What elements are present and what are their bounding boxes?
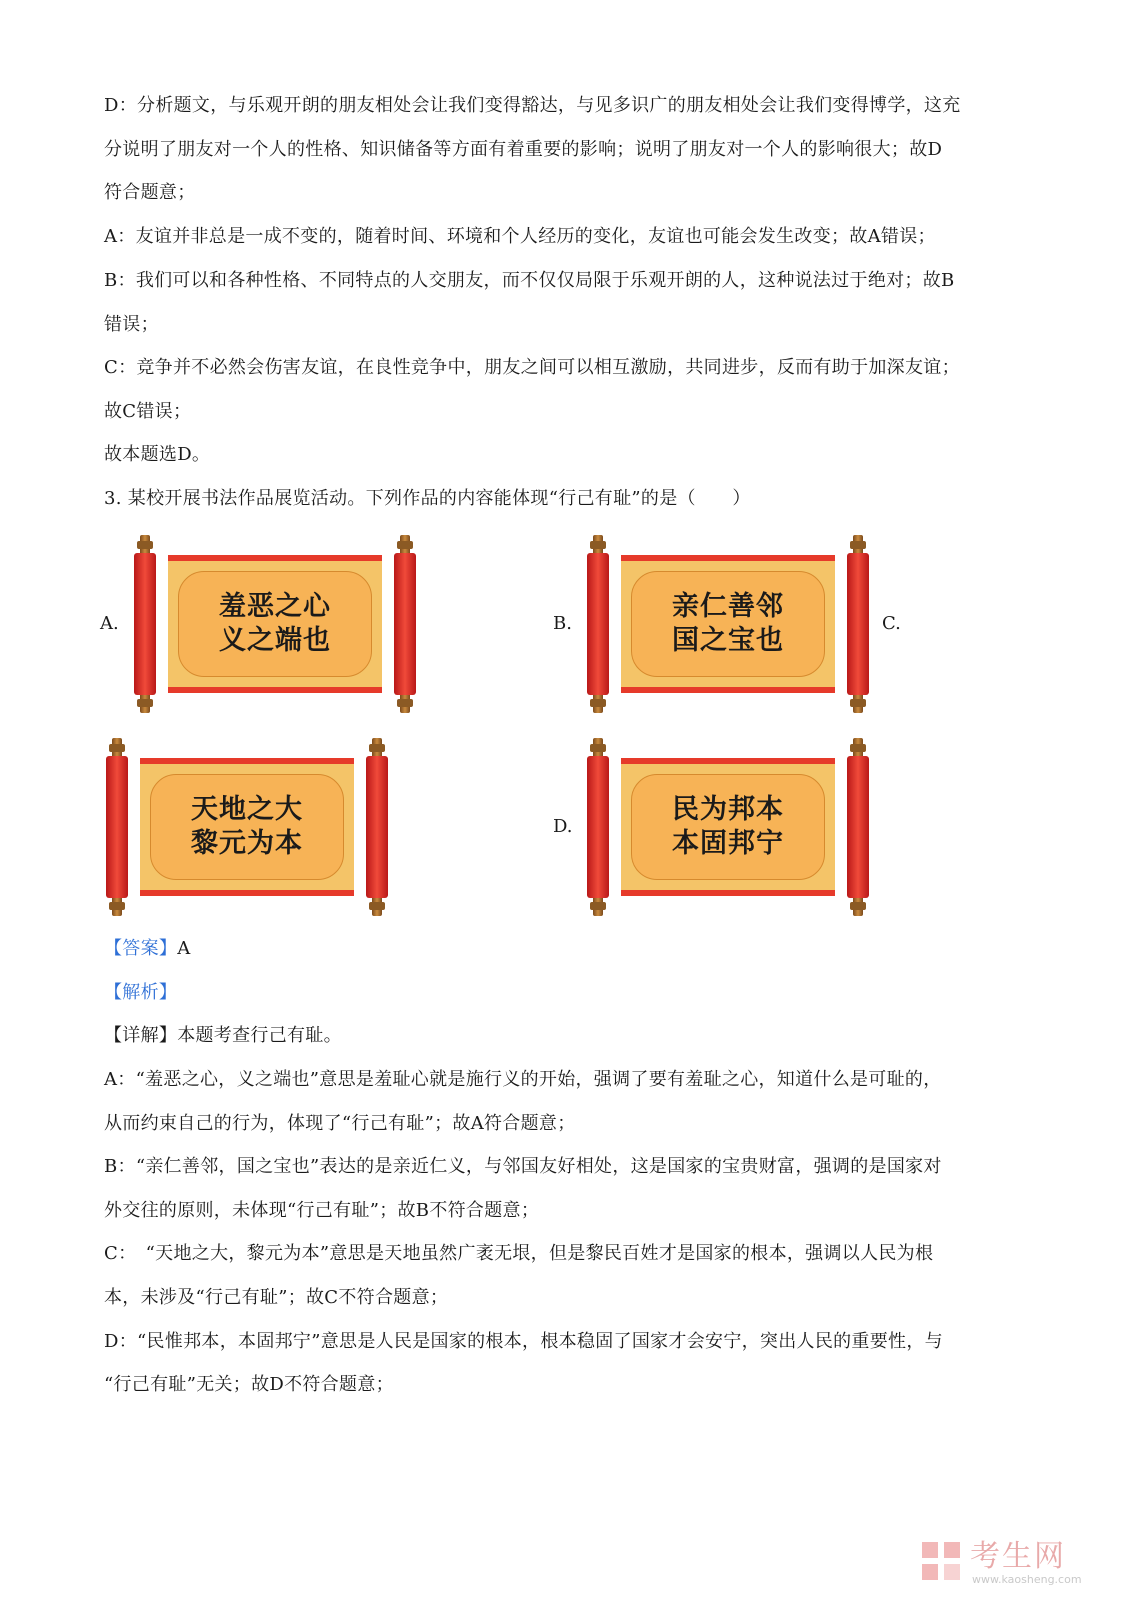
scroll-a bbox=[130, 535, 420, 713]
scroll-b-line-2: 国之宝也 bbox=[672, 625, 784, 656]
text-line: A：友谊并非总是一成不变的，随着时间、环境和个人经历的变化，友谊也可能会发生改变；故A错误； bbox=[104, 226, 936, 247]
text-line: C： “天地之大，黎元为本”意思是天地虽然广袤无垠，但是黎民百姓才是国家的根本，强调以人民为根 bbox=[104, 1243, 934, 1264]
text-line: B：我们可以和各种性格、不同特点的人交朋友，而不仅仅局限于乐观开朗的人，这种说法过于绝对；故B bbox=[104, 270, 955, 291]
scroll-d bbox=[583, 738, 873, 916]
scroll-b bbox=[583, 535, 873, 713]
scroll-c bbox=[102, 738, 392, 916]
option-b-label: B. bbox=[553, 613, 572, 634]
scroll-a-line-2: 义之端也 bbox=[219, 625, 331, 656]
analysis-tag: 【解析】 bbox=[104, 982, 178, 1003]
question-3: 3. 某校开展书法作品展览活动。下列作品的内容能体现“行己有耻”的是（ ） bbox=[104, 488, 751, 509]
text-line: 故C错误； bbox=[104, 401, 192, 422]
option-a-label: A. bbox=[100, 613, 119, 634]
scroll-d-line-1: 民为邦本 bbox=[672, 794, 784, 825]
answer-value: A bbox=[177, 938, 191, 959]
text-line: C：竞争并不必然会伤害友谊，在良性竞争中，朋友之间可以相互激励，共同进步，反而有助于加深友谊； bbox=[104, 357, 960, 378]
detail-line: 【详解】本题考查行己有耻。 bbox=[104, 1025, 342, 1046]
answer-line bbox=[104, 937, 191, 961]
text-line: 符合题意； bbox=[104, 182, 196, 203]
scroll-d-line-2: 本固邦宁 bbox=[672, 828, 784, 859]
answer-tag: 【答案】 bbox=[104, 938, 178, 959]
logo-mark-icon bbox=[922, 1542, 962, 1582]
text-line: 本，未涉及“行己有耻”；故C不符合题意； bbox=[104, 1287, 449, 1308]
text-line: D：分析题文，与乐观开朗的朋友相处会让我们变得豁达，与见多识广的朋友相处会让我们变得博学，这充 bbox=[104, 95, 961, 116]
text-line: D：“民惟邦本，本固邦宁”意思是人民是国家的根本，根本稳固了国家才会安宁，突出人民的重要性，与 bbox=[104, 1331, 943, 1352]
text-line: B：“亲仁善邻，国之宝也”表达的是亲近仁义，与邻国友好相处，这是国家的宝贵财富，强调的是国家对 bbox=[104, 1156, 942, 1177]
scroll-c-line-1: 天地之大 bbox=[191, 794, 303, 825]
option-c-label: C. bbox=[882, 613, 901, 634]
text-line: 错误； bbox=[104, 314, 159, 335]
watermark-logo bbox=[922, 1540, 1102, 1590]
text-line: 外交往的原则，未体现“行己有耻”；故B不符合题意； bbox=[104, 1200, 540, 1221]
scroll-b-line-1: 亲仁善邻 bbox=[672, 591, 784, 622]
scroll-c-line-2: 黎元为本 bbox=[191, 828, 303, 859]
text-line: “行己有耻”无关；故D不符合题意； bbox=[104, 1374, 394, 1395]
text-line: 故本题选D。 bbox=[104, 444, 211, 465]
watermark-name: 考生网 bbox=[970, 1539, 1066, 1574]
scroll-a-line-1: 羞恶之心 bbox=[219, 591, 331, 622]
option-d-label: D. bbox=[553, 816, 573, 837]
text-line: 从而约束自己的行为，体现了“行己有耻”；故A符合题意； bbox=[104, 1113, 576, 1134]
watermark-url: www.kaosheng.com bbox=[972, 1573, 1082, 1586]
text-line: 分说明了朋友对一个人的性格、知识储备等方面有着重要的影响；说明了朋友对一个人的影响很大；故D bbox=[104, 139, 943, 160]
text-line: A：“羞恶之心，义之端也”意思是羞耻心就是施行义的开始，强调了要有羞耻之心，知道什么是可耻的， bbox=[104, 1069, 942, 1090]
